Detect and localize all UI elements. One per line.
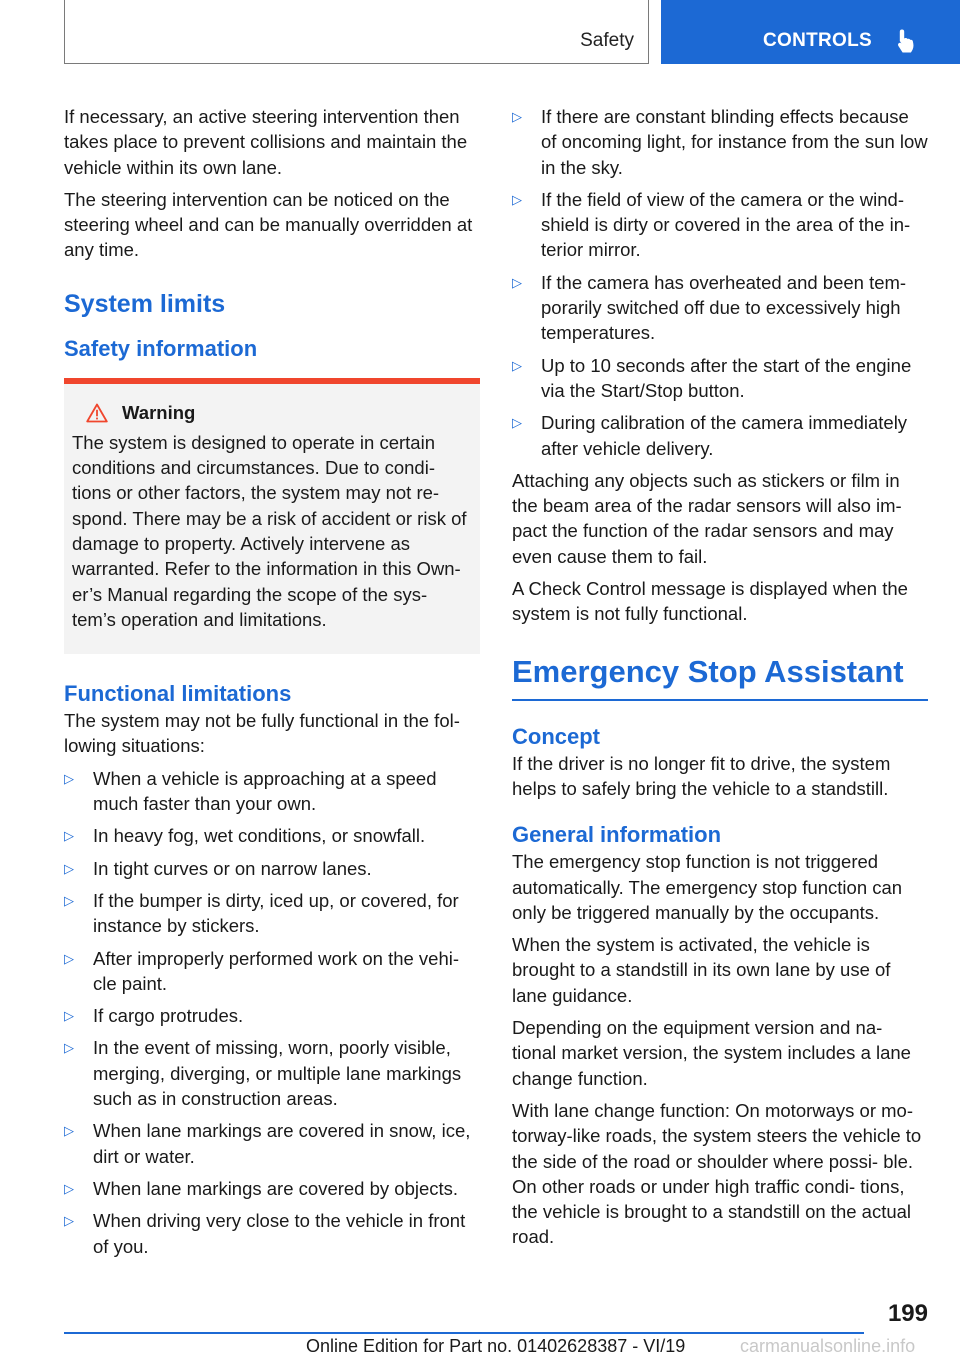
right-column bbox=[512, 104, 928, 1257]
concept-paragraph: If the driver is no longer fit to drive, the system helps to safely bring the vehicle to a standstill. bbox=[512, 752, 891, 799]
heading-functional-limitations: Functional limitations bbox=[64, 681, 292, 707]
general-paragraph-1: The emergency stop function is not triggered automatically. The emergency stop function can only be triggered manually by the occupants. bbox=[512, 851, 903, 923]
bullet-triangle-icon: ▷ bbox=[64, 1180, 74, 1196]
header-section-title: Safety bbox=[580, 30, 634, 51]
general-paragraph-4: With lane change function: On motorways or mo‐ torway-like roads, the system steers the vehicle to the side of the road or shoulder where possi‐ ble. On other roads or under high traffic condi‐ tions, the vehicle is brought to a standstill on the actual road. bbox=[512, 1099, 922, 1248]
list-item: ▷ During calibration of the camera immediately after vehicle delivery. bbox=[512, 410, 928, 461]
warning-text: The system is designed to operate in certain conditions and circumstances. Due to condi‐ tions or other factors, the system may not re‐ spond. There may be a risk of accident or risk of damage to property. Actively intervene as warranted. Refer to the information in this Own‐ er’s Manual regarding the scope of the sys‐ tem’s operation and limitations. bbox=[72, 431, 467, 630]
list-item: ▷ If cargo protrudes. bbox=[64, 1003, 480, 1028]
bullet-triangle-icon: ▷ bbox=[64, 1123, 74, 1139]
limitations-intro: The system may not be fully functional in the fol‐ lowing situations: bbox=[64, 710, 460, 757]
header-chapter-label: CONTROLS bbox=[763, 30, 873, 51]
list-item: ▷ If the camera has overheated and been tem‐ porarily switched off due to excessively high temperatures. bbox=[512, 270, 928, 346]
list-item: ▷ When lane markings are covered by objects. bbox=[64, 1176, 480, 1201]
heading-concept: Concept bbox=[512, 723, 600, 749]
heading-system-limits: System limits bbox=[64, 289, 226, 318]
list-item: ▷ When lane markings are covered in snow, ice, dirt or water. bbox=[64, 1118, 480, 1169]
bullet-triangle-icon: ▷ bbox=[64, 892, 74, 908]
list-item: ▷ In the event of missing, worn, poorly visible, merging, diverging, or multiple lane markings such as in construction areas. bbox=[64, 1035, 480, 1111]
footer-watermark: carmanualsonline.info bbox=[740, 1336, 916, 1356]
general-paragraph-3: Depending on the equipment version and na‐ tional market version, the system includes a lane change function. bbox=[512, 1017, 911, 1089]
bullet-triangle-icon: ▷ bbox=[512, 274, 522, 290]
warning-triangle-icon bbox=[86, 403, 108, 423]
list-item: ▷ If there are constant blinding effects because of oncoming light, for instance from the sun low in the sky. bbox=[512, 104, 928, 180]
intro-paragraph-1: If necessary, an active steering intervention then takes place to prevent collisions and maintain the vehicle within its own lane. bbox=[64, 106, 468, 178]
bullet-triangle-icon: ▷ bbox=[64, 828, 74, 844]
footer-divider bbox=[64, 1332, 864, 1334]
bullet-triangle-icon: ▷ bbox=[64, 1040, 74, 1056]
bullet-triangle-icon: ▷ bbox=[512, 191, 522, 207]
bullet-triangle-icon: ▷ bbox=[64, 860, 74, 876]
list-item: ▷ When a vehicle is approaching at a speed much faster than your own. bbox=[64, 766, 480, 817]
limitations-list bbox=[64, 766, 480, 1259]
intro-paragraph-2: The steering intervention can be noticed on the steering wheel and can be manually overridden at any time. bbox=[64, 188, 473, 261]
list-item: ▷ Up to 10 seconds after the start of the engine via the Start/Stop button. bbox=[512, 353, 928, 404]
bullet-triangle-icon: ▷ bbox=[64, 770, 74, 786]
list-item: ▷ When driving very close to the vehicle in front of you. bbox=[64, 1208, 480, 1259]
radar-paragraph: Attaching any objects such as stickers or film in the beam area of the radar sensors will also im‐ pact the function of the radar sensors and may even cause them to fail. bbox=[512, 469, 902, 567]
bullet-triangle-icon: ▷ bbox=[512, 109, 522, 124]
check-control-paragraph: A Check Control message is displayed when the system is not fully functional. bbox=[512, 578, 908, 625]
chapter-heading-emergency-stop-assistant: Emergency Stop Assistant bbox=[512, 653, 928, 701]
bullet-triangle-icon: ▷ bbox=[64, 1008, 74, 1024]
limitations-list-continued bbox=[512, 104, 928, 461]
footer-edition: Online Edition for Part no. 01402628387 - VI/19 bbox=[306, 1336, 686, 1356]
warning-title: Warning bbox=[122, 401, 196, 423]
general-paragraph-2: When the system is activated, the vehicle is brought to a standstill in its own lane by use of lane guidance. bbox=[512, 934, 891, 1006]
heading-safety-information: Safety information bbox=[64, 335, 258, 361]
warning-box bbox=[64, 378, 480, 654]
header-section-box bbox=[64, 0, 649, 64]
list-item: ▷ In heavy fog, wet conditions, or snowfall. bbox=[64, 823, 480, 848]
header-chapter-tab[interactable] bbox=[661, 0, 960, 64]
list-item: ▷ In tight curves or on narrow lanes. bbox=[64, 856, 480, 881]
bullet-triangle-icon: ▷ bbox=[512, 357, 522, 373]
page-number: 199 bbox=[887, 1300, 928, 1327]
list-item: ▷ If the field of view of the camera or the wind‐ shield is dirty or covered in the area of the in‐ terior mirror. bbox=[512, 187, 928, 263]
pointing-hand-icon bbox=[895, 28, 919, 54]
bullet-triangle-icon: ▷ bbox=[512, 415, 522, 431]
list-item: ▷ After improperly performed work on the vehi‐ cle paint. bbox=[64, 946, 480, 997]
bullet-triangle-icon: ▷ bbox=[64, 950, 74, 966]
heading-general-information: General information bbox=[512, 822, 722, 848]
left-column bbox=[64, 104, 480, 1266]
list-item: ▷ If the bumper is dirty, iced up, or covered, for instance by stickers. bbox=[64, 888, 480, 939]
bullet-triangle-icon: ▷ bbox=[64, 1213, 74, 1229]
